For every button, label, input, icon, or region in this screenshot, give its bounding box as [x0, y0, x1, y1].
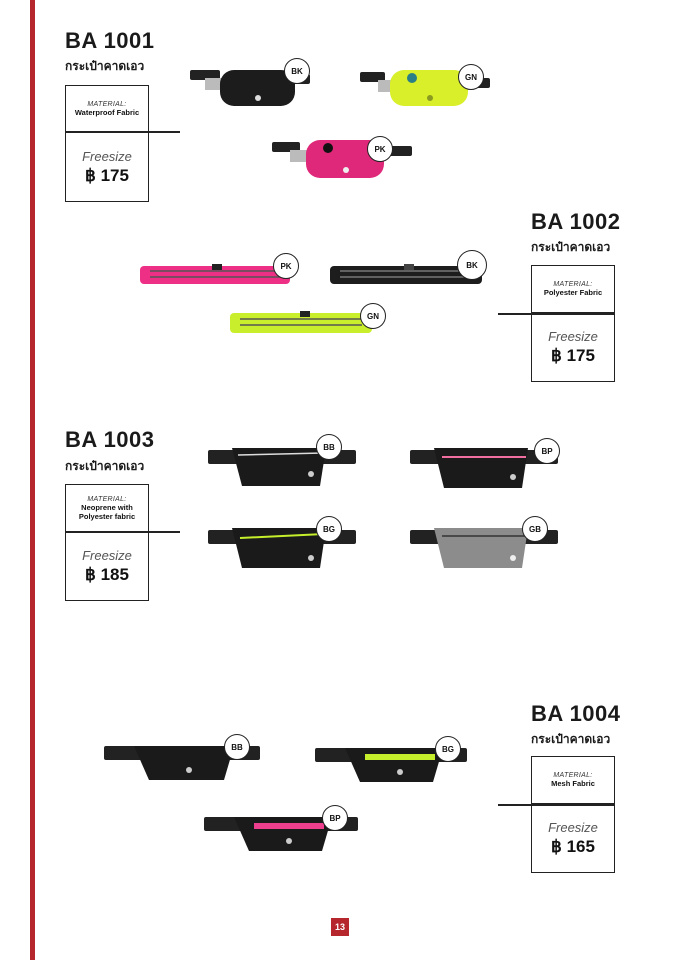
material-cell [532, 757, 614, 804]
material-value: Waterproof Fabric [74, 108, 140, 117]
price-value: ฿ 165 [551, 836, 595, 856]
product-code: BA 1003 [65, 427, 155, 452]
price-cell [66, 133, 148, 201]
size-label: Freesize [82, 148, 132, 164]
product-image-bg [208, 522, 358, 574]
material-value: Polyester Fabric [543, 288, 603, 297]
product-image-bk [190, 64, 310, 114]
material-label: MATERIAL: [87, 495, 127, 503]
color-badge: BG [316, 516, 342, 542]
product-code: BA 1004 [531, 701, 621, 726]
color-badge: BK [284, 58, 310, 84]
product-image-pk [272, 138, 412, 188]
divider-line [65, 531, 180, 533]
product-subtitle: กระเป๋าคาดเอว [65, 59, 145, 73]
material-label: MATERIAL: [553, 772, 593, 779]
product-image-bg [315, 742, 475, 788]
size-label: Freesize [82, 547, 132, 563]
spec-box [65, 85, 149, 202]
spec-box [531, 265, 615, 382]
price-cell [66, 532, 148, 600]
product-image-pk [140, 262, 300, 292]
color-badge: BK [457, 250, 487, 280]
product-image-gn [360, 66, 490, 116]
color-badge: BP [322, 805, 348, 831]
price-value: ฿ 185 [85, 564, 129, 584]
material-cell [66, 86, 148, 133]
divider-line [498, 313, 614, 315]
product-subtitle: กระเป๋าคาดเอว [531, 732, 611, 746]
material-value: Mesh Fabric [551, 779, 595, 788]
product-image-bb [104, 740, 264, 786]
color-badge: BP [534, 438, 560, 464]
product-image-bb [208, 440, 358, 492]
product-image-bp [410, 444, 560, 496]
color-badge: BB [316, 434, 342, 460]
material-value: Neoprene with Polyester fabric [78, 502, 136, 521]
size-label: Freesize [548, 819, 598, 835]
left-accent-bar [30, 0, 35, 960]
page-number: 13 [331, 918, 349, 936]
product-image-gn [230, 309, 390, 339]
price-cell [532, 313, 614, 381]
color-badge: BB [224, 734, 250, 760]
price-value: ฿ 175 [551, 345, 595, 365]
material-label: MATERIAL: [87, 101, 127, 108]
material-cell [532, 266, 614, 313]
color-badge: PK [273, 253, 299, 279]
color-badge: PK [367, 136, 393, 162]
material-label: MATERIAL: [553, 281, 593, 288]
color-badge: GN [360, 303, 386, 329]
spec-box [65, 484, 149, 601]
product-image-bp [204, 813, 364, 859]
product-image-gb [410, 522, 560, 574]
product-subtitle: กระเป๋าคาดเอว [531, 240, 611, 254]
price-value: ฿ 175 [85, 165, 129, 185]
color-badge: GN [458, 64, 484, 90]
divider-line [65, 131, 180, 133]
size-label: Freesize [548, 328, 598, 344]
color-badge: BG [435, 736, 461, 762]
product-code: BA 1001 [65, 28, 155, 53]
price-cell [532, 804, 614, 872]
product-image-bk [330, 262, 490, 292]
divider-line [498, 804, 614, 806]
product-subtitle: กระเป๋าคาดเอว [65, 459, 145, 473]
material-cell [66, 485, 148, 532]
color-badge: GB [522, 516, 548, 542]
product-code: BA 1002 [531, 209, 621, 234]
spec-box [531, 756, 615, 873]
